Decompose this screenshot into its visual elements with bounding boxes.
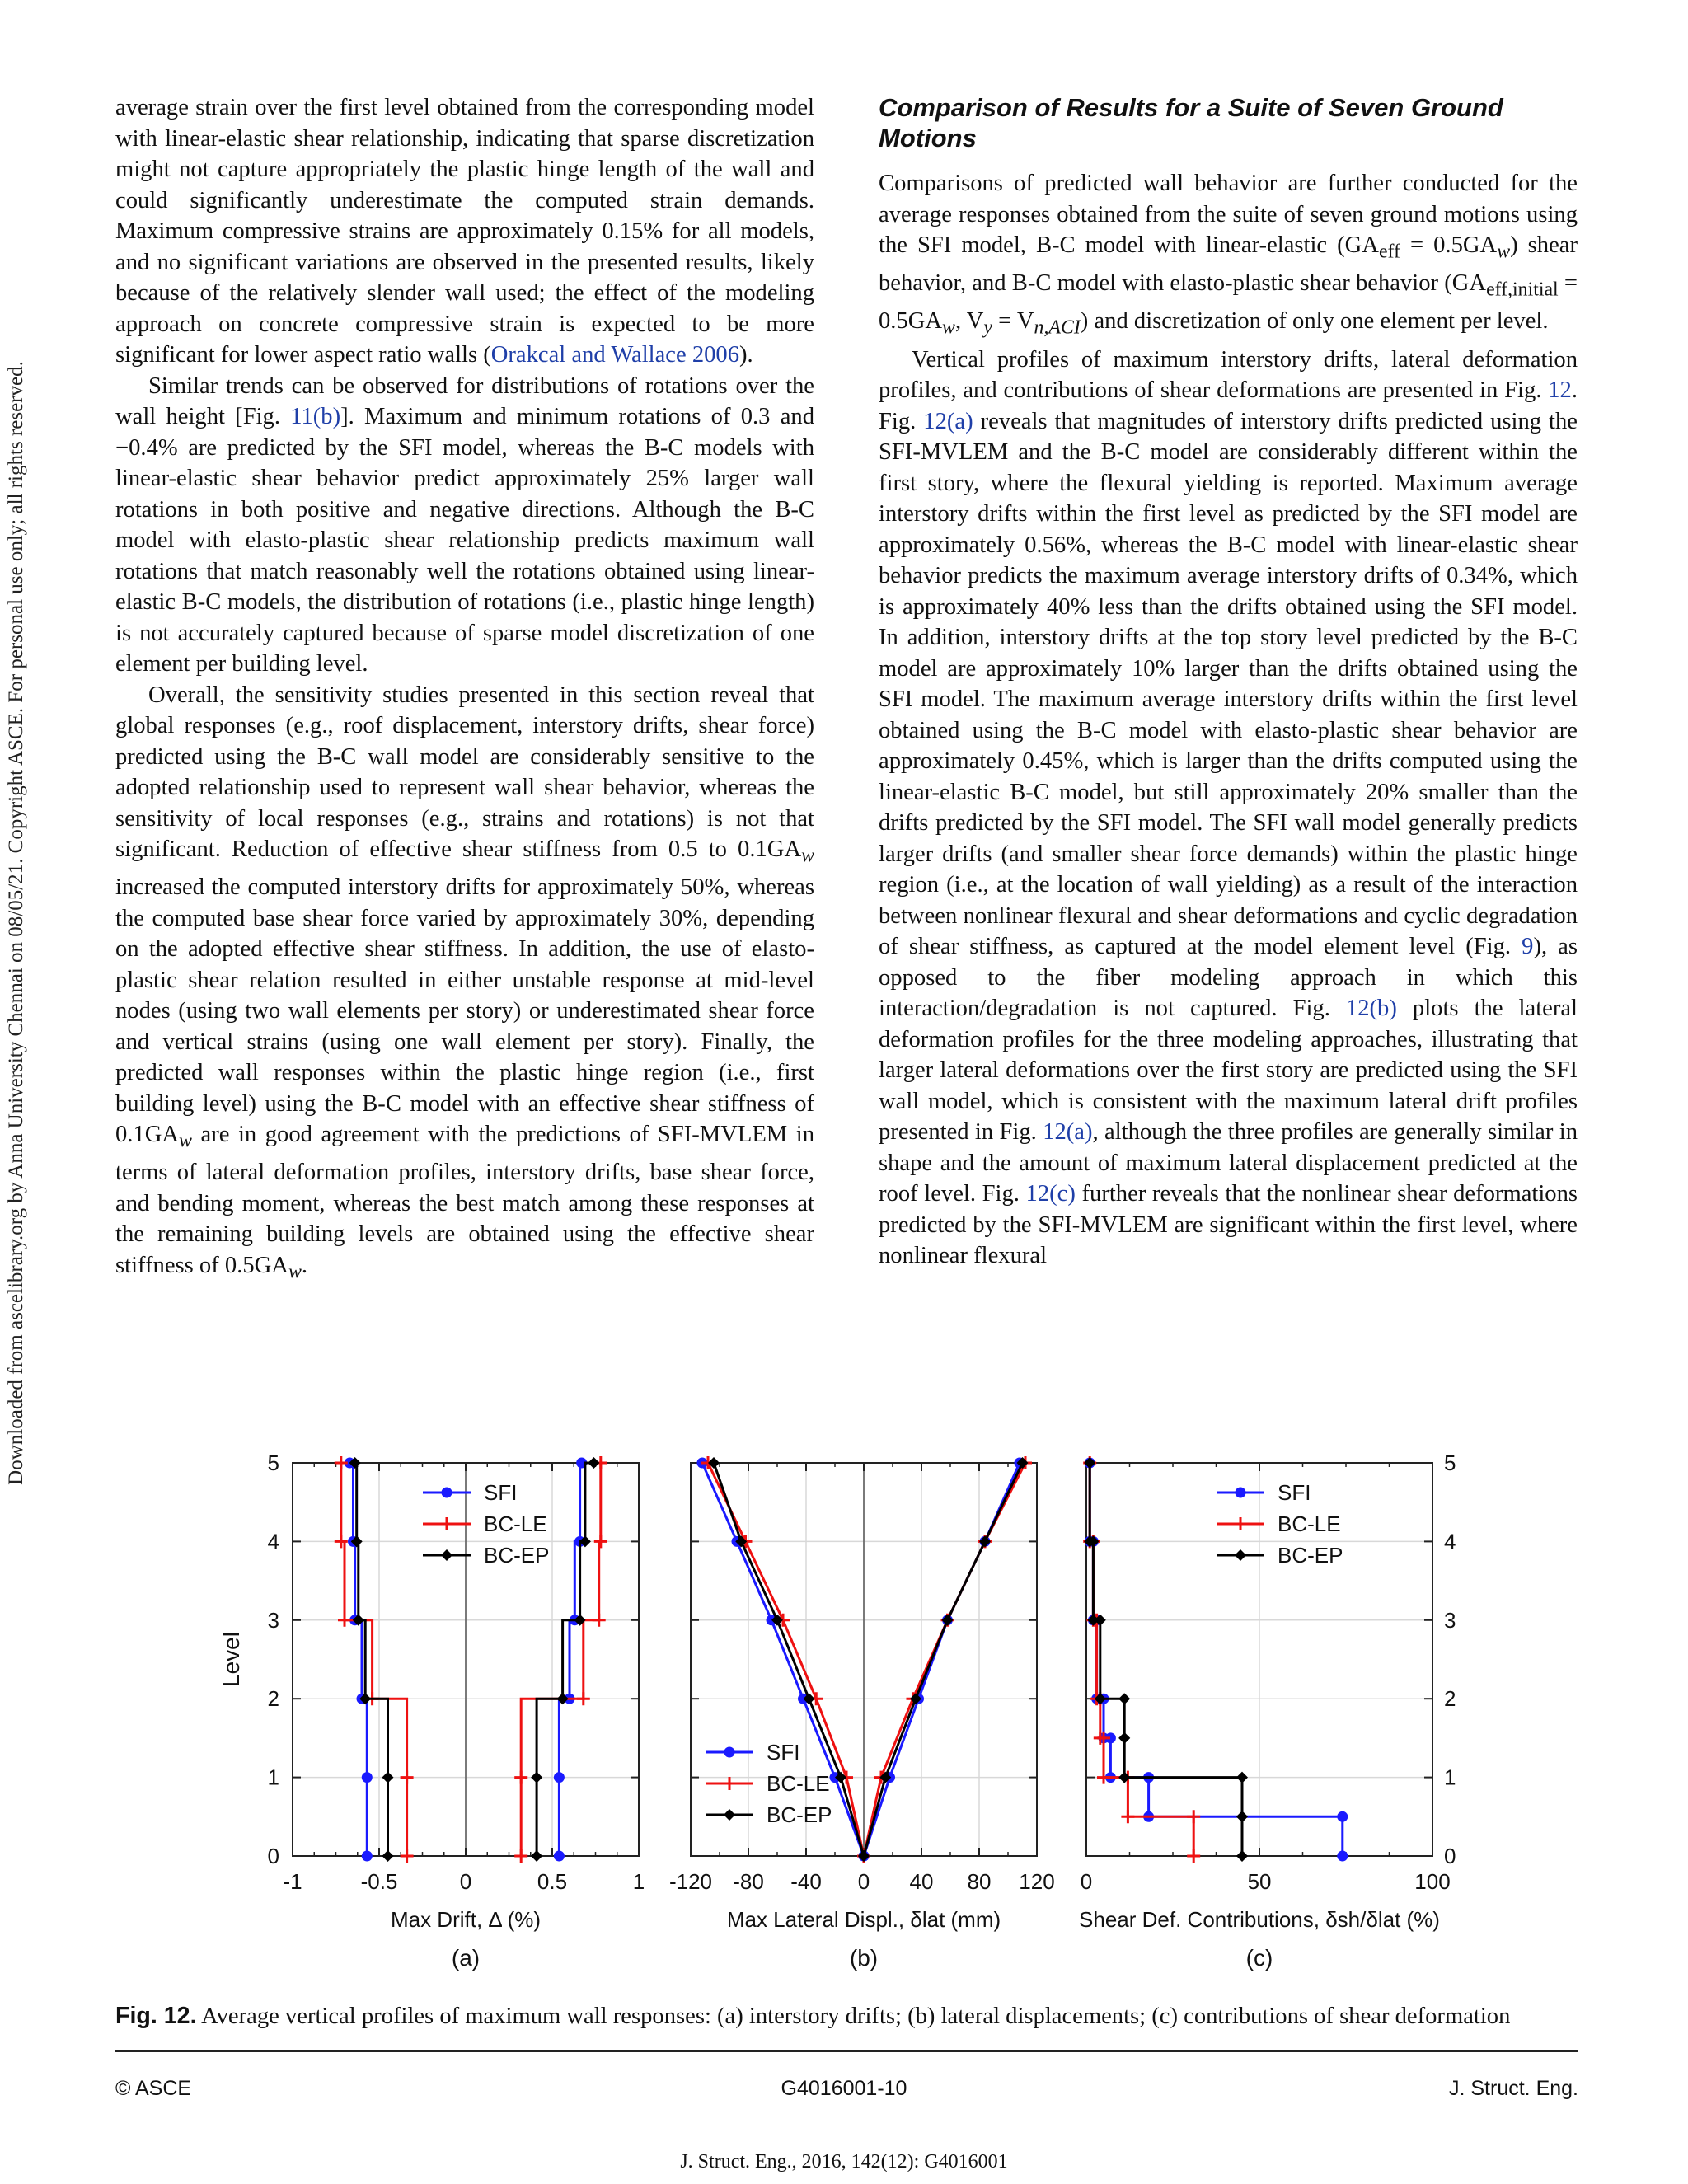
data-point — [577, 1692, 590, 1705]
panel-label: (c) — [1245, 1945, 1273, 1971]
data-point — [335, 1456, 348, 1469]
y-tick-label: 1 — [1444, 1765, 1456, 1790]
data-point — [1337, 1811, 1348, 1822]
y-tick-label: 0 — [267, 1844, 279, 1868]
data-point — [1118, 1732, 1130, 1744]
y-tick-label: 5 — [1444, 1451, 1456, 1475]
legend-label: BC-EP — [484, 1543, 550, 1568]
legend-marker — [724, 1809, 735, 1821]
reference-link[interactable]: Orakcal and Wallace 2006 — [490, 342, 740, 368]
x-tick-label: -40 — [790, 1869, 822, 1894]
data-point — [1337, 1851, 1348, 1862]
legend-marker — [1236, 1488, 1246, 1498]
x-tick-label: 0 — [857, 1869, 870, 1894]
x-tick-label: 50 — [1247, 1869, 1272, 1894]
data-point — [1121, 1810, 1134, 1823]
figure-link[interactable]: 12 — [1548, 377, 1572, 404]
data-point — [1187, 1810, 1200, 1823]
figure-caption: Fig. 12. Average vertical profiles of maximum wall responses: (a) interstory drifts; (b) lateral displacements; (c) contributions of shear deformation — [115, 2003, 1511, 2029]
legend-marker — [442, 1488, 452, 1498]
paragraph: Vertical profiles of maximum interstory drifts, lateral deformation profiles, and contributions of shear deformations are presented in Fig. 12. Fig. 12(a) reveals that magnitudes of interstory drifts predicted using the SFI-MVLEM and the B-C model are considerably different within the first story, where the flexural yielding is reported. Maximum average interstory drifts within the first level as predicted by the SFI model are approximately 0.56%, whereas the B-C model with linear-elastic shear behavior predicts the maximum average interstory drifts of 0.34%, which is approximately 40% less than the drifts obtained using the SFI model. In addition, interstory drifts at the top story level predicted by the B-C model are approximately 10% larger than the drifts obtained using the SFI model. The maximum average interstory drifts within the first level obtained using the B-C model with elasto-plastic shear behavior are approximately 0.45%, which is larger than the drifts computed using the linear-elastic B-C model, but still approximately 20% smaller than the drifts predicted by the SFI model. The SFI wall model generally predicts larger drifts (and smaller shear force demands) within the plastic hinge region (i.e., at the location of wall yielding) as a result of the interaction between nonlinear flexural and shear deformations and cyclic degradation of shear stiffness, as captured at the model element level (Fig. 9), as opposed to the fiber modeling approach in which this interaction/degradation is not captured. Fig. 12(b) plots the lateral deformation profiles for the three modeling approaches, illustrating that larger lateral deformations over the first story are predicted using the SFI wall model, which is consistent with the maximum lateral drift profiles presented in Fig. 12(a), although the three profiles are generally similar in shape and the amount of maximum lateral displacement predicted at the roof level. Fig. 12(c) further reveals that the nonlinear shear deformations predicted by the SFI-MVLEM are significant within the first level, where nonlinear flexural — [879, 346, 1578, 1269]
y-tick-label: 3 — [267, 1607, 279, 1633]
data-point — [514, 1771, 528, 1784]
x-tick-label: -1 — [283, 1869, 302, 1894]
legend-label: BC-LE — [484, 1511, 547, 1536]
paragraph: average strain over the first level obtained from the corresponding model with linear-elastic shear relationship, indicating that sparse discretization might not capture appropriately the plastic hinge length of the wall and could significantly underestimate the computed strain demands. Maximum compressive strains are approximately 0.15% for all models, and no significant variations are observed in the presented results, likely because of the relatively slender wall used; the effect of the modeling approach on concrete compressive strain is expected to be more significant for lower aspect ratio walls (Orakcal and Wallace 2006). — [115, 95, 814, 368]
data-point — [362, 1772, 373, 1783]
y-tick-label: 5 — [267, 1451, 279, 1475]
series-line — [1090, 1463, 1193, 1856]
divider — [115, 2050, 1578, 2052]
right-column — [879, 92, 1578, 1272]
data-point — [1187, 1849, 1200, 1863]
x-axis-label: Max Lateral Displ., δlat (mm) — [726, 1907, 1001, 1932]
paragraph: Similar trends can be observed for distributions of rotations over the wall height [Fig. 11(b)]. Maximum and minimum rotations of 0.3 and −0.4% are predicted by the SFI model, whereas the B-C models with linear-elastic shear behavior predict approximately 25% larger wall rotations in both positive and negative directions. Although the B-C model with elasto-plastic shear relationship predicts maximum wall rotations that match reasonably well the rotations obtained using linear-elastic B-C models, the distribution of rotations (i.e., plastic hinge length) is not accurately captured because of sparse model discretization of one element per building level. — [115, 373, 814, 677]
footer-article-id: G4016001-10 — [781, 2077, 907, 2100]
x-axis-label: Max Drift, Δ (%) — [390, 1907, 542, 1932]
data-point — [338, 1614, 351, 1627]
panel-label: (a) — [451, 1945, 481, 1971]
data-point — [942, 1615, 954, 1626]
paragraph: Overall, the sensitivity studies presented in this section reveal that global responses (e.g., roof displacement, interstory drifts, shear force) predicted using the B-C wall model are considerably sensitive to the adopted relationship used to represent wall shear behavior, whereas the sensitivity of local responses (e.g., strains and rotations) is not that significant. Reduction of effective shear stiffness from 0.5 to $0.1GA_w$ increased the computed interstory drifts for approximately 50%, whereas the computed base shear force varied by approximately 30%, depending on the adopted effective shear stiffness. In addition, the use of elasto-plastic shear relation resulted in either unstable response at mid-level nodes (using two wall elements per story) or underestimated shear force and vertical strains (using one wall element per story). Finally, the predicted wall responses within the plastic hinge region (i.e., first building level) using the B-C model with an effective shear stiffness of $0.1GA_w$ are in good agreement with the predictions of SFI-MVLEM in terms of lateral deformation profiles, interstory drifts, base shear force, and bending moment, whereas the best match among these responses at the remaining building levels are obtained using the effective shear stiffness of $0.5GA_w$. — [115, 682, 814, 1283]
x-tick-label: -0.5 — [360, 1869, 398, 1894]
data-point — [979, 1535, 991, 1547]
legend-label: BC-EP — [767, 1802, 832, 1827]
series-line — [864, 1463, 1023, 1856]
data-point — [531, 1772, 542, 1783]
legend-marker — [440, 1517, 453, 1530]
data-point — [362, 1851, 373, 1862]
series-line — [341, 1463, 407, 1856]
legend-label: SFI — [1278, 1480, 1311, 1505]
data-point — [594, 1535, 607, 1548]
series-line — [1090, 1463, 1242, 1856]
x-tick-label: 80 — [967, 1869, 992, 1894]
footer-copyright: © ASCE — [115, 2077, 192, 2100]
y-tick-label: 4 — [267, 1529, 279, 1554]
legend-label: SFI — [484, 1480, 518, 1505]
series-line — [702, 1463, 864, 1856]
left-column — [115, 92, 814, 1288]
legend-label: BC-LE — [1278, 1511, 1341, 1536]
data-point — [588, 1457, 599, 1469]
series-line — [864, 1463, 1025, 1856]
x-tick-label: 1 — [632, 1869, 645, 1894]
data-point — [401, 1849, 414, 1863]
y-axis-label: Level — [218, 1632, 244, 1687]
x-tick-label: 100 — [1414, 1869, 1451, 1894]
y-tick-label: 2 — [267, 1686, 279, 1712]
section-heading: Comparison of Results for a Suite of Seven Ground Motions — [879, 93, 1503, 152]
x-tick-label: 0 — [1080, 1869, 1093, 1894]
data-point — [1236, 1772, 1248, 1783]
data-point — [554, 1772, 565, 1783]
x-tick-label: 40 — [909, 1869, 934, 1894]
data-point — [382, 1850, 394, 1862]
y-tick-label: 0 — [1444, 1844, 1456, 1868]
figure-link[interactable]: 12(a) — [923, 408, 973, 434]
x-tick-label: -120 — [668, 1869, 713, 1894]
x-tick-label: -80 — [733, 1869, 764, 1894]
paragraph: Comparisons of predicted wall behavior are further conducted for the average responses obtained from the suite of seven ground motions using the SFI model, B-C model with linear-elastic $(GA_{eff} = 0.5GA_w)$ shear behavior, and B-C model with elasto-plastic shear behavior ($GA_{eff,initial} = 0.5GA_w$, $V_y = V_{n,ACI}$) and discretization of only one element per level. — [879, 171, 1578, 340]
data-point — [858, 1850, 870, 1862]
data-point — [514, 1849, 528, 1863]
footer-journal: J. Struct. Eng. — [1448, 2077, 1578, 2100]
figure-link[interactable]: 9 — [1522, 934, 1534, 960]
figure-link[interactable]: 12(a) — [1043, 1119, 1093, 1146]
data-point — [1118, 1693, 1130, 1704]
data-point — [593, 1614, 606, 1627]
panel-label: (b) — [849, 1945, 879, 1971]
figure-12 — [214, 1409, 1500, 2003]
legend-marker — [724, 1747, 735, 1758]
data-point — [1236, 1811, 1248, 1822]
y-tick-label: 1 — [267, 1765, 279, 1790]
data-point — [1236, 1850, 1248, 1862]
legend-label: BC-LE — [767, 1771, 830, 1796]
y-tick-label: 3 — [1444, 1607, 1456, 1633]
data-point — [401, 1771, 414, 1784]
figure-link[interactable]: 12(c) — [1025, 1181, 1076, 1207]
data-point — [382, 1772, 394, 1783]
y-tick-label: 2 — [1444, 1686, 1456, 1712]
data-point — [554, 1851, 565, 1862]
legend-marker — [1235, 1549, 1246, 1561]
x-tick-label: 120 — [1019, 1869, 1055, 1894]
legend-label: BC-EP — [1278, 1543, 1343, 1568]
legend-marker — [723, 1777, 736, 1790]
legend-label: SFI — [767, 1740, 800, 1765]
download-notice: Downloaded from ascelibrary.org by Anna University Chennai on 08/05/21. Copyright ASCE. For personal use only; all rights reserved. — [5, 361, 27, 1485]
y-tick-label: 4 — [1444, 1529, 1456, 1554]
data-point — [531, 1850, 542, 1862]
legend-marker — [1234, 1517, 1247, 1530]
x-tick-label: 0.5 — [537, 1869, 568, 1894]
figure-link[interactable]: 12(b) — [1345, 996, 1397, 1022]
citation: J. Struct. Eng., 2016, 142(12): G4016001 — [680, 2151, 1008, 2172]
series-line — [708, 1463, 864, 1856]
x-tick-label: 0 — [459, 1869, 472, 1894]
legend-marker — [441, 1549, 452, 1561]
figure-link[interactable]: 11(b) — [290, 404, 341, 429]
x-axis-label: Shear Def. Contributions, δsh/δlat (%) — [1079, 1907, 1440, 1932]
